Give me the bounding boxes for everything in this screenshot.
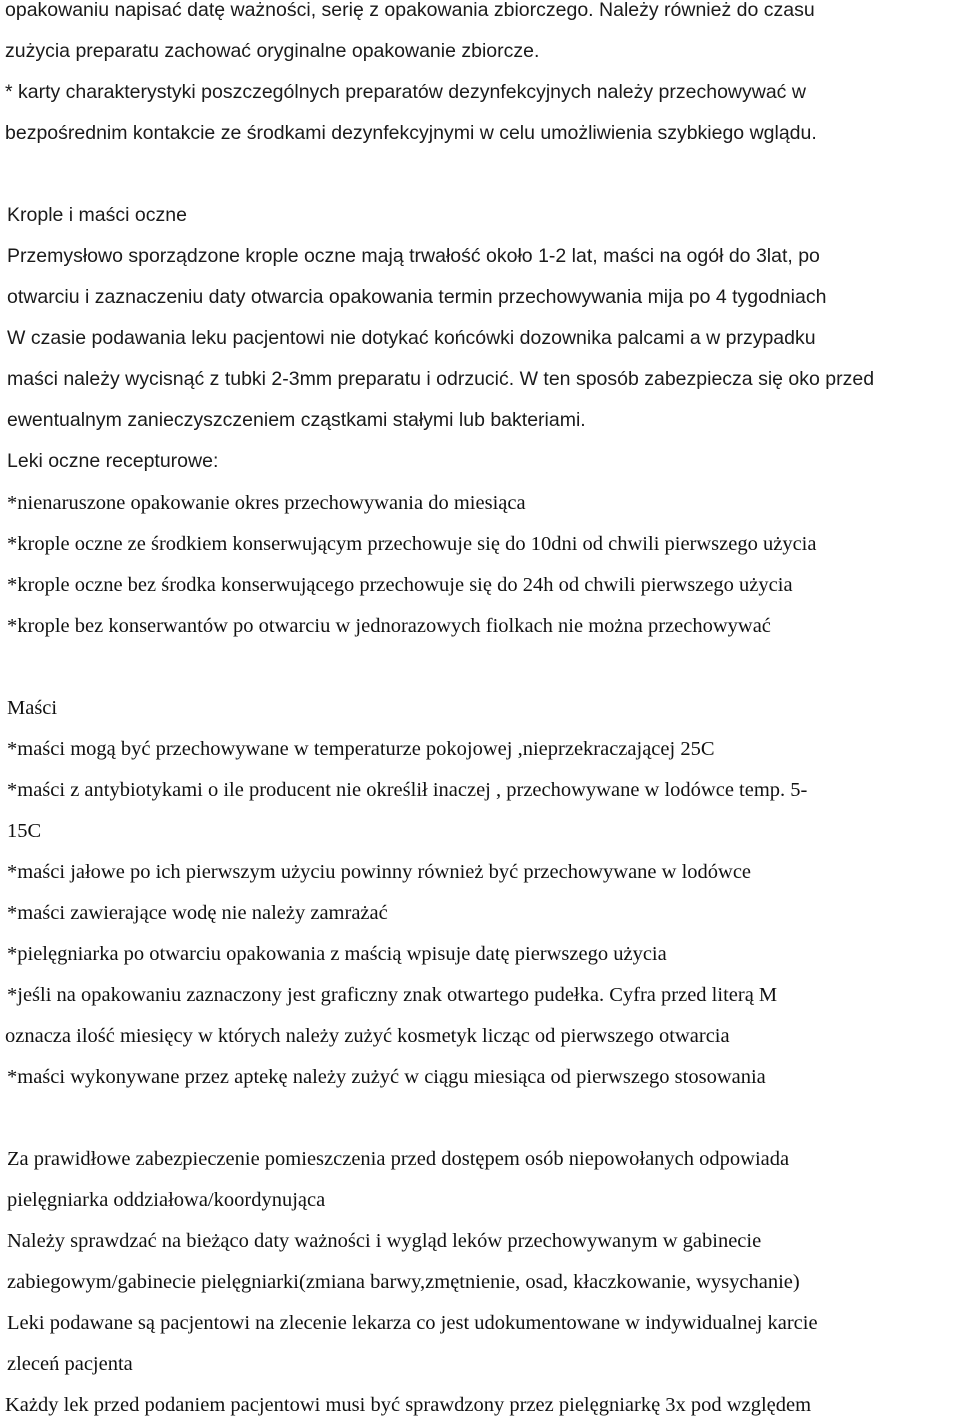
text-line: W czasie podawania leku pacjentowi nie dotykać końcówki dozownika palcami a w przypadku: [7, 327, 816, 349]
text-line: otwarciu i zaznaczeniu daty otwarcia opakowania termin przechowywania mija po 4 tygodniach: [7, 286, 827, 308]
text-line: zleceń pacjenta: [7, 1353, 133, 1375]
text-line: Przemysłowo sporządzone krople oczne mają trwałość około 1-2 lat, maści na ogół do 3lat, po: [7, 245, 820, 267]
bullet-line: *krople oczne ze środkiem konserwującym przechowuje się do 10dni od chwili pierwszego użycia: [7, 533, 817, 555]
text-line: zabiegowym/gabinecie pielęgniarki(zmiana barwy,zmętnienie, osad, kłaczkowanie, wysychanie): [7, 1271, 800, 1293]
text-line: oznacza ilość miesięcy w których należy zużyć kosmetyk licząc od pierwszego otwarcia: [5, 1025, 730, 1047]
bullet-line: *krople oczne bez środka konserwującego przechowuje się do 24h od chwili pierwszego użycia: [7, 574, 793, 596]
text-line: Za prawidłowe zabezpieczenie pomieszczenia przed dostępem osób niepowołanych odpowiada: [7, 1148, 790, 1170]
bullet-line: *pielęgniarka po otwarciu opakowania z maścią wpisuje datę pierwszego użycia: [7, 943, 667, 965]
text-line: opakowaniu napisać datę ważności, serię z opakowania zbiorczego. Należy również do czasu: [5, 0, 815, 21]
text-line: maści należy wycisnąć z tubki 2-3mm preparatu i odrzucić. W ten sposób zabezpiecza się oko przed: [7, 368, 875, 390]
text-line: * karty charakterystyki poszczególnych preparatów dezynfekcyjnych należy przechowywać w: [5, 81, 806, 103]
bullet-line: *krople bez konserwantów po otwarciu w jednorazowych fiolkach nie można przechowywać: [7, 615, 771, 637]
text-line: Leki podawane są pacjentowi na zlecenie lekarza co jest udokumentowane w indywidualnej karcie: [7, 1312, 818, 1334]
section-heading-ointments: Maści: [7, 697, 58, 719]
text-line: Należy sprawdzać na bieżąco daty ważności i wygląd leków przechowywanym w gabinecie: [7, 1230, 762, 1252]
text-line: 15C: [7, 820, 42, 842]
text-line: Każdy lek przed podaniem pacjentowi musi być sprawdzony przez pielęgniarkę 3x pod względem: [5, 1394, 812, 1416]
section-heading-eye-drops: Krople i maści oczne: [7, 204, 187, 226]
text-line: bezpośrednim kontakcie ze środkami dezynfekcyjnymi w celu umożliwienia szybkiego wglądu.: [5, 122, 817, 144]
bullet-line: *nienaruszone opakowanie okres przechowywania do miesiąca: [7, 492, 526, 514]
bullet-line: *maści jałowe po ich pierwszym użyciu powinny również być przechowywane w lodówce: [7, 861, 752, 883]
section-heading-compounded-eye-drugs: Leki oczne recepturowe:: [7, 450, 219, 472]
text-line: zużycia preparatu zachować oryginalne opakowanie zbiorcze.: [5, 40, 540, 62]
text-line: ewentualnym zanieczyszczeniem cząstkami stałymi lub bakteriami.: [7, 409, 586, 431]
bullet-line: *maści mogą być przechowywane w temperaturze pokojowej ,nieprzekraczającej 25C: [7, 738, 715, 760]
text-line: pielęgniarka oddziałowa/koordynująca: [7, 1189, 326, 1211]
bullet-line: *jeśli na opakowaniu zaznaczony jest graficzny znak otwartego pudełka. Cyfra przed literą M: [7, 984, 778, 1006]
bullet-line: *maści zawierające wodę nie należy zamrażać: [7, 902, 388, 924]
bullet-line: *maści z antybiotykami o ile producent nie określił inaczej , przechowywane w lodówce temp. 5-: [7, 779, 808, 801]
bullet-line: *maści wykonywane przez aptekę należy zużyć w ciągu miesiąca od pierwszego stosowania: [7, 1066, 766, 1088]
